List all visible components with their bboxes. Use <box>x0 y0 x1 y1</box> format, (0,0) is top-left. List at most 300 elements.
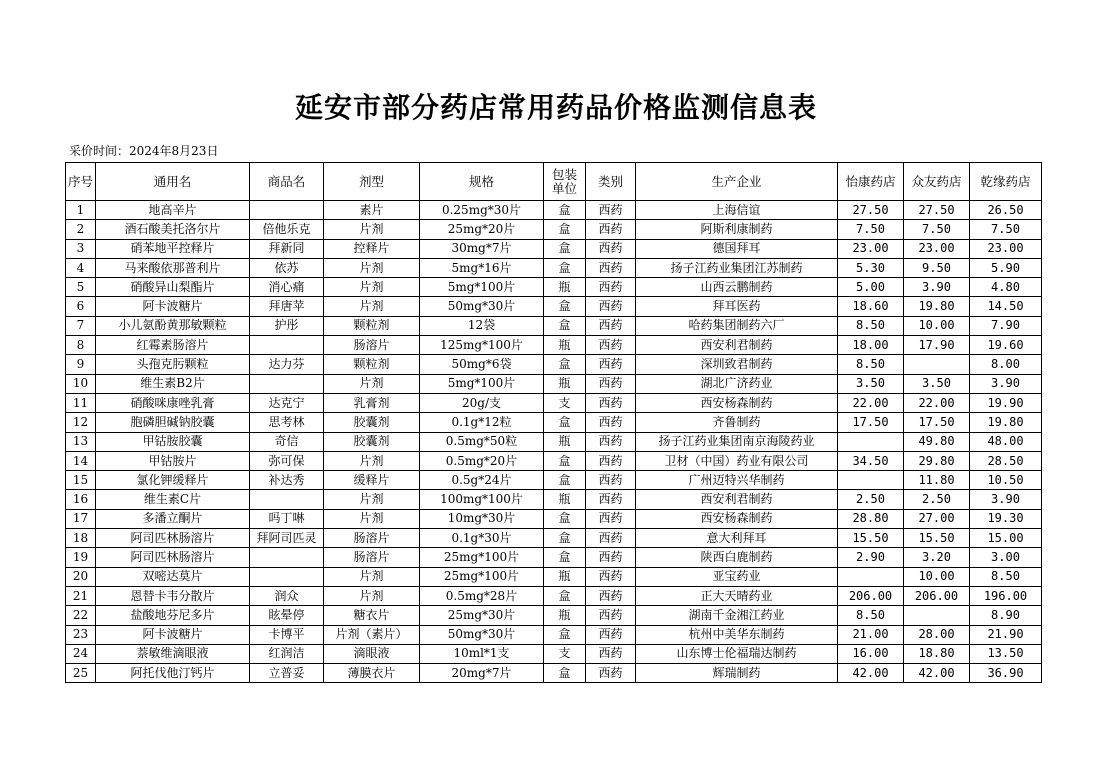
cell-price-qianyuan: 36.90 <box>970 664 1042 683</box>
cell-row-number: 5 <box>66 278 96 297</box>
cell-price-zhongyou: 22.00 <box>904 393 970 412</box>
table-row <box>66 393 1042 412</box>
table-row <box>66 509 1042 528</box>
table-row <box>66 664 1042 683</box>
cell-brand-name: 吗丁啉 <box>250 509 324 528</box>
cell-price-zhongyou: 18.80 <box>904 644 970 663</box>
cell-price-qianyuan: 26.50 <box>970 201 1042 220</box>
cell-category: 西药 <box>586 316 636 335</box>
cell-price-yikang: 18.00 <box>838 336 904 355</box>
cell-category: 西药 <box>586 529 636 548</box>
cell-package-unit: 瓶 <box>544 278 586 297</box>
cell-row-number: 20 <box>66 567 96 586</box>
cell-row-number: 10 <box>66 374 96 393</box>
page-title: 延安市部分药店常用药品价格监测信息表 <box>294 91 817 124</box>
cell-dosage-form: 片剂 <box>324 374 420 393</box>
cell-specification: 0.5g*24片 <box>420 471 544 490</box>
cell-package-unit: 支 <box>544 644 586 663</box>
cell-specification: 50mg*30片 <box>420 625 544 644</box>
cell-brand-name: 补达秀 <box>250 471 324 490</box>
header-cell: 剂型 <box>324 163 420 201</box>
cell-category: 西药 <box>586 239 636 258</box>
cell-row-number: 23 <box>66 625 96 644</box>
cell-category: 西药 <box>586 548 636 567</box>
table-header-row <box>66 163 1042 201</box>
cell-brand-name: 达克宁 <box>250 393 324 412</box>
cell-price-yikang: 16.00 <box>838 644 904 663</box>
cell-package-unit: 瓶 <box>544 336 586 355</box>
table-row <box>66 548 1042 567</box>
cell-price-qianyuan: 3.90 <box>970 490 1042 509</box>
cell-generic-name: 硝苯地平控释片 <box>96 239 250 258</box>
cell-manufacturer: 深圳致君制药 <box>636 355 838 374</box>
cell-dosage-form: 片剂 <box>324 278 420 297</box>
cell-price-qianyuan: 8.50 <box>970 567 1042 586</box>
cell-price-qianyuan: 4.80 <box>970 278 1042 297</box>
cell-package-unit: 盒 <box>544 239 586 258</box>
cell-specification: 50mg*30片 <box>420 297 544 316</box>
cell-brand-name <box>250 201 324 220</box>
cell-brand-name: 依苏 <box>250 258 324 277</box>
cell-row-number: 18 <box>66 529 96 548</box>
cell-package-unit: 瓶 <box>544 490 586 509</box>
cell-price-qianyuan: 15.00 <box>970 529 1042 548</box>
cell-brand-name <box>250 567 324 586</box>
cell-dosage-form: 缓释片 <box>324 471 420 490</box>
cell-package-unit: 盒 <box>544 625 586 644</box>
cell-dosage-form: 肠溶片 <box>324 336 420 355</box>
cell-generic-name: 胞磷胆碱钠胶囊 <box>96 413 250 432</box>
cell-dosage-form: 肠溶片 <box>324 529 420 548</box>
cell-brand-name: 拜唐苹 <box>250 297 324 316</box>
cell-price-yikang <box>838 432 904 451</box>
cell-generic-name: 甲钴胺胶囊 <box>96 432 250 451</box>
cell-price-zhongyou: 29.80 <box>904 451 970 470</box>
cell-dosage-form: 片剂（素片） <box>324 625 420 644</box>
cell-price-qianyuan: 14.50 <box>970 297 1042 316</box>
cell-row-number: 8 <box>66 336 96 355</box>
cell-price-zhongyou: 7.50 <box>904 220 970 239</box>
cell-generic-name: 硝酸咪康唑乳膏 <box>96 393 250 412</box>
cell-manufacturer: 广州迈特兴华制药 <box>636 471 838 490</box>
cell-generic-name: 地高辛片 <box>96 201 250 220</box>
table-row <box>66 413 1042 432</box>
cell-package-unit: 盒 <box>544 220 586 239</box>
cell-dosage-form: 颗粒剂 <box>324 316 420 335</box>
cell-specification: 50mg*6袋 <box>420 355 544 374</box>
cell-price-zhongyou: 27.00 <box>904 509 970 528</box>
cell-generic-name: 恩替卡韦分散片 <box>96 586 250 605</box>
cell-price-qianyuan: 23.00 <box>970 239 1042 258</box>
cell-price-qianyuan: 21.90 <box>970 625 1042 644</box>
cell-row-number: 15 <box>66 471 96 490</box>
cell-price-qianyuan: 13.50 <box>970 644 1042 663</box>
cell-price-zhongyou: 3.50 <box>904 374 970 393</box>
cell-price-yikang: 2.50 <box>838 490 904 509</box>
header-cell: 乾缘药店 <box>970 163 1042 201</box>
cell-price-yikang: 2.90 <box>838 548 904 567</box>
cell-brand-name: 思考林 <box>250 413 324 432</box>
cell-specification: 20g/支 <box>420 393 544 412</box>
cell-manufacturer: 陕西白鹿制药 <box>636 548 838 567</box>
cell-manufacturer: 辉瑞制药 <box>636 664 838 683</box>
table-row <box>66 567 1042 586</box>
table-row <box>66 374 1042 393</box>
cell-generic-name: 头孢克肟颗粒 <box>96 355 250 374</box>
cell-row-number: 14 <box>66 451 96 470</box>
cell-generic-name: 阿司匹林肠溶片 <box>96 529 250 548</box>
cell-price-qianyuan: 196.00 <box>970 586 1042 605</box>
cell-generic-name: 阿托伐他汀钙片 <box>96 664 250 683</box>
table-row <box>66 239 1042 258</box>
header-cell: 众友药店 <box>904 163 970 201</box>
header-cell: 通用名 <box>96 163 250 201</box>
cell-category: 西药 <box>586 297 636 316</box>
cell-manufacturer: 湖南千金湘江药业 <box>636 606 838 625</box>
cell-manufacturer: 卫材（中国）药业有限公司 <box>636 451 838 470</box>
cell-price-yikang: 22.00 <box>838 393 904 412</box>
cell-manufacturer: 山西云鹏制药 <box>636 278 838 297</box>
cell-price-yikang: 8.50 <box>838 316 904 335</box>
cell-price-qianyuan: 7.50 <box>970 220 1042 239</box>
cell-package-unit: 盒 <box>544 509 586 528</box>
cell-generic-name: 酒石酸美托洛尔片 <box>96 220 250 239</box>
cell-manufacturer: 意大利拜耳 <box>636 529 838 548</box>
cell-row-number: 11 <box>66 393 96 412</box>
cell-dosage-form: 胶囊剂 <box>324 432 420 451</box>
cell-manufacturer: 正大天晴药业 <box>636 586 838 605</box>
cell-price-zhongyou: 49.80 <box>904 432 970 451</box>
cell-manufacturer: 德国拜耳 <box>636 239 838 258</box>
cell-row-number: 9 <box>66 355 96 374</box>
table-row <box>66 258 1042 277</box>
cell-price-qianyuan: 7.90 <box>970 316 1042 335</box>
cell-specification: 10mg*30片 <box>420 509 544 528</box>
cell-price-yikang: 27.50 <box>838 201 904 220</box>
cell-row-number: 7 <box>66 316 96 335</box>
cell-specification: 20mg*7片 <box>420 664 544 683</box>
cell-brand-name: 拜新同 <box>250 239 324 258</box>
cell-row-number: 25 <box>66 664 96 683</box>
cell-price-yikang: 3.50 <box>838 374 904 393</box>
cell-price-yikang: 42.00 <box>838 664 904 683</box>
cell-manufacturer: 哈药集团制药六厂 <box>636 316 838 335</box>
cell-category: 西药 <box>586 664 636 683</box>
cell-manufacturer: 杭州中美华东制药 <box>636 625 838 644</box>
cell-specification: 25mg*100片 <box>420 548 544 567</box>
cell-package-unit: 瓶 <box>544 374 586 393</box>
cell-row-number: 2 <box>66 220 96 239</box>
cell-specification: 0.1g*12粒 <box>420 413 544 432</box>
cell-price-qianyuan: 19.30 <box>970 509 1042 528</box>
cell-manufacturer: 湖北广济药业 <box>636 374 838 393</box>
cell-dosage-form: 肠溶片 <box>324 548 420 567</box>
cell-price-qianyuan: 10.50 <box>970 471 1042 490</box>
table-row <box>66 586 1042 605</box>
cell-brand-name: 润众 <box>250 586 324 605</box>
table-row <box>66 278 1042 297</box>
table-row <box>66 316 1042 335</box>
table-row <box>66 625 1042 644</box>
cell-manufacturer: 扬子江药业集团南京海陵药业 <box>636 432 838 451</box>
table-row <box>66 451 1042 470</box>
cell-price-yikang: 23.00 <box>838 239 904 258</box>
price-date-label: 采价时间：2024年8月23日 <box>69 144 219 158</box>
header-cell: 生产企业 <box>636 163 838 201</box>
header-cell: 商品名 <box>250 163 324 201</box>
cell-price-qianyuan: 19.80 <box>970 413 1042 432</box>
cell-package-unit: 盒 <box>544 201 586 220</box>
cell-category: 西药 <box>586 451 636 470</box>
cell-generic-name: 多潘立酮片 <box>96 509 250 528</box>
cell-specification: 25mg*30片 <box>420 606 544 625</box>
cell-dosage-form: 滴眼液 <box>324 644 420 663</box>
cell-generic-name: 硝酸异山梨酯片 <box>96 278 250 297</box>
cell-manufacturer: 上海信谊 <box>636 201 838 220</box>
cell-category: 西药 <box>586 355 636 374</box>
cell-dosage-form: 片剂 <box>324 220 420 239</box>
table-row <box>66 644 1042 663</box>
cell-dosage-form: 片剂 <box>324 490 420 509</box>
cell-category: 西药 <box>586 432 636 451</box>
header-cell: 规格 <box>420 163 544 201</box>
cell-manufacturer: 西安利君制药 <box>636 336 838 355</box>
cell-brand-name <box>250 374 324 393</box>
cell-package-unit: 瓶 <box>544 567 586 586</box>
cell-dosage-form: 片剂 <box>324 258 420 277</box>
cell-generic-name: 马来酸依那普利片 <box>96 258 250 277</box>
cell-price-zhongyou: 28.00 <box>904 625 970 644</box>
cell-specification: 0.5mg*20片 <box>420 451 544 470</box>
cell-price-yikang: 206.00 <box>838 586 904 605</box>
table-row <box>66 355 1042 374</box>
cell-manufacturer: 阿斯利康制药 <box>636 220 838 239</box>
cell-row-number: 17 <box>66 509 96 528</box>
cell-generic-name: 红霉素肠溶片 <box>96 336 250 355</box>
cell-price-qianyuan: 3.00 <box>970 548 1042 567</box>
cell-manufacturer: 西安利君制药 <box>636 490 838 509</box>
cell-generic-name: 阿司匹林肠溶片 <box>96 548 250 567</box>
cell-row-number: 12 <box>66 413 96 432</box>
cell-dosage-form: 片剂 <box>324 297 420 316</box>
header-cell: 怡康药店 <box>838 163 904 201</box>
cell-package-unit: 盒 <box>544 355 586 374</box>
cell-price-yikang: 21.00 <box>838 625 904 644</box>
cell-dosage-form: 片剂 <box>324 451 420 470</box>
cell-row-number: 1 <box>66 201 96 220</box>
cell-generic-name: 维生素C片 <box>96 490 250 509</box>
cell-dosage-form: 薄膜衣片 <box>324 664 420 683</box>
cell-category: 西药 <box>586 509 636 528</box>
table-row <box>66 336 1042 355</box>
cell-category: 西药 <box>586 393 636 412</box>
cell-price-qianyuan: 8.00 <box>970 355 1042 374</box>
cell-package-unit: 盒 <box>544 413 586 432</box>
cell-manufacturer: 亚宝药业 <box>636 567 838 586</box>
cell-generic-name: 盐酸地芬尼多片 <box>96 606 250 625</box>
cell-brand-name: 倍他乐克 <box>250 220 324 239</box>
cell-category: 西药 <box>586 278 636 297</box>
table-row <box>66 606 1042 625</box>
cell-package-unit: 盒 <box>544 471 586 490</box>
cell-price-qianyuan: 5.90 <box>970 258 1042 277</box>
cell-price-zhongyou: 3.20 <box>904 548 970 567</box>
cell-price-qianyuan: 8.90 <box>970 606 1042 625</box>
cell-dosage-form: 片剂 <box>324 586 420 605</box>
cell-price-yikang: 17.50 <box>838 413 904 432</box>
cell-row-number: 3 <box>66 239 96 258</box>
cell-row-number: 22 <box>66 606 96 625</box>
cell-price-zhongyou <box>904 355 970 374</box>
cell-price-yikang <box>838 471 904 490</box>
cell-price-zhongyou: 17.50 <box>904 413 970 432</box>
cell-price-yikang: 15.50 <box>838 529 904 548</box>
cell-generic-name: 阿卡波糖片 <box>96 625 250 644</box>
cell-price-yikang: 5.30 <box>838 258 904 277</box>
cell-brand-name: 拜阿司匹灵 <box>250 529 324 548</box>
cell-price-zhongyou: 3.90 <box>904 278 970 297</box>
cell-price-zhongyou: 10.00 <box>904 567 970 586</box>
cell-specification: 25mg*100片 <box>420 567 544 586</box>
cell-manufacturer: 拜耳医药 <box>636 297 838 316</box>
cell-category: 西药 <box>586 606 636 625</box>
cell-manufacturer: 齐鲁制药 <box>636 413 838 432</box>
cell-price-qianyuan: 19.90 <box>970 393 1042 412</box>
table-row <box>66 432 1042 451</box>
cell-generic-name: 阿卡波糖片 <box>96 297 250 316</box>
cell-package-unit: 盒 <box>544 297 586 316</box>
cell-price-zhongyou: 2.50 <box>904 490 970 509</box>
cell-package-unit: 盒 <box>544 586 586 605</box>
table-row <box>66 297 1042 316</box>
cell-row-number: 6 <box>66 297 96 316</box>
cell-specification: 0.5mg*28片 <box>420 586 544 605</box>
cell-category: 西药 <box>586 490 636 509</box>
cell-brand-name <box>250 548 324 567</box>
cell-price-zhongyou <box>904 606 970 625</box>
cell-price-zhongyou: 9.50 <box>904 258 970 277</box>
price-table <box>65 162 1042 683</box>
cell-brand-name: 卡博平 <box>250 625 324 644</box>
cell-specification: 10ml*1支 <box>420 644 544 663</box>
cell-category: 西药 <box>586 374 636 393</box>
cell-manufacturer: 扬子江药业集团江苏制药 <box>636 258 838 277</box>
cell-price-yikang: 7.50 <box>838 220 904 239</box>
cell-price-zhongyou: 11.80 <box>904 471 970 490</box>
cell-generic-name: 双嘧达莫片 <box>96 567 250 586</box>
cell-specification: 30mg*7片 <box>420 239 544 258</box>
cell-category: 西药 <box>586 586 636 605</box>
cell-specification: 25mg*20片 <box>420 220 544 239</box>
cell-price-zhongyou: 27.50 <box>904 201 970 220</box>
cell-price-qianyuan: 3.90 <box>970 374 1042 393</box>
cell-category: 西药 <box>586 471 636 490</box>
cell-specification: 5mg*16片 <box>420 258 544 277</box>
cell-category: 西药 <box>586 644 636 663</box>
cell-category: 西药 <box>586 201 636 220</box>
cell-brand-name: 眩晕停 <box>250 606 324 625</box>
table-row <box>66 201 1042 220</box>
cell-dosage-form: 颗粒剂 <box>324 355 420 374</box>
cell-price-zhongyou: 17.90 <box>904 336 970 355</box>
cell-price-zhongyou: 42.00 <box>904 664 970 683</box>
cell-generic-name: 萘敏维滴眼液 <box>96 644 250 663</box>
cell-package-unit: 支 <box>544 393 586 412</box>
cell-dosage-form: 控释片 <box>324 239 420 258</box>
cell-specification: 0.25mg*30片 <box>420 201 544 220</box>
cell-price-zhongyou: 206.00 <box>904 586 970 605</box>
cell-row-number: 21 <box>66 586 96 605</box>
cell-row-number: 13 <box>66 432 96 451</box>
cell-dosage-form: 胶囊剂 <box>324 413 420 432</box>
cell-brand-name <box>250 336 324 355</box>
cell-price-qianyuan: 48.00 <box>970 432 1042 451</box>
cell-price-yikang: 34.50 <box>838 451 904 470</box>
cell-specification: 0.5mg*50粒 <box>420 432 544 451</box>
cell-brand-name: 达力芬 <box>250 355 324 374</box>
cell-dosage-form: 片剂 <box>324 509 420 528</box>
cell-package-unit: 盒 <box>544 529 586 548</box>
cell-price-yikang: 8.50 <box>838 355 904 374</box>
table-row <box>66 490 1042 509</box>
cell-price-zhongyou: 15.50 <box>904 529 970 548</box>
cell-generic-name: 维生素B2片 <box>96 374 250 393</box>
cell-category: 西药 <box>586 220 636 239</box>
cell-package-unit: 盒 <box>544 316 586 335</box>
cell-specification: 125mg*100片 <box>420 336 544 355</box>
header-cell: 序号 <box>66 163 96 201</box>
cell-package-unit: 盒 <box>544 258 586 277</box>
cell-dosage-form: 片剂 <box>324 567 420 586</box>
cell-brand-name: 消心痛 <box>250 278 324 297</box>
cell-generic-name: 甲钴胺片 <box>96 451 250 470</box>
cell-package-unit: 瓶 <box>544 432 586 451</box>
cell-price-zhongyou: 19.80 <box>904 297 970 316</box>
cell-row-number: 19 <box>66 548 96 567</box>
cell-dosage-form: 糖衣片 <box>324 606 420 625</box>
cell-row-number: 24 <box>66 644 96 663</box>
cell-package-unit: 盒 <box>544 664 586 683</box>
cell-generic-name: 小儿氨酚黄那敏颗粒 <box>96 316 250 335</box>
cell-package-unit: 盒 <box>544 548 586 567</box>
cell-price-yikang: 5.00 <box>838 278 904 297</box>
cell-category: 西药 <box>586 625 636 644</box>
cell-price-qianyuan: 28.50 <box>970 451 1042 470</box>
cell-brand-name: 护彤 <box>250 316 324 335</box>
table-body <box>66 201 1042 683</box>
cell-brand-name: 红润洁 <box>250 644 324 663</box>
cell-category: 西药 <box>586 336 636 355</box>
header-cell: 类别 <box>586 163 636 201</box>
cell-specification: 100mg*100片 <box>420 490 544 509</box>
cell-category: 西药 <box>586 567 636 586</box>
cell-brand-name: 立普妥 <box>250 664 324 683</box>
cell-row-number: 4 <box>66 258 96 277</box>
cell-price-yikang: 28.80 <box>838 509 904 528</box>
cell-specification: 5mg*100片 <box>420 374 544 393</box>
cell-manufacturer: 山东博士伦福瑞达制药 <box>636 644 838 663</box>
cell-package-unit: 瓶 <box>544 606 586 625</box>
cell-row-number: 16 <box>66 490 96 509</box>
cell-dosage-form: 乳膏剂 <box>324 393 420 412</box>
cell-brand-name: 弥可保 <box>250 451 324 470</box>
cell-price-qianyuan: 19.60 <box>970 336 1042 355</box>
cell-manufacturer: 西安杨森制药 <box>636 393 838 412</box>
table-row <box>66 220 1042 239</box>
cell-category: 西药 <box>586 413 636 432</box>
cell-manufacturer: 西安杨森制药 <box>636 509 838 528</box>
cell-category: 西药 <box>586 258 636 277</box>
